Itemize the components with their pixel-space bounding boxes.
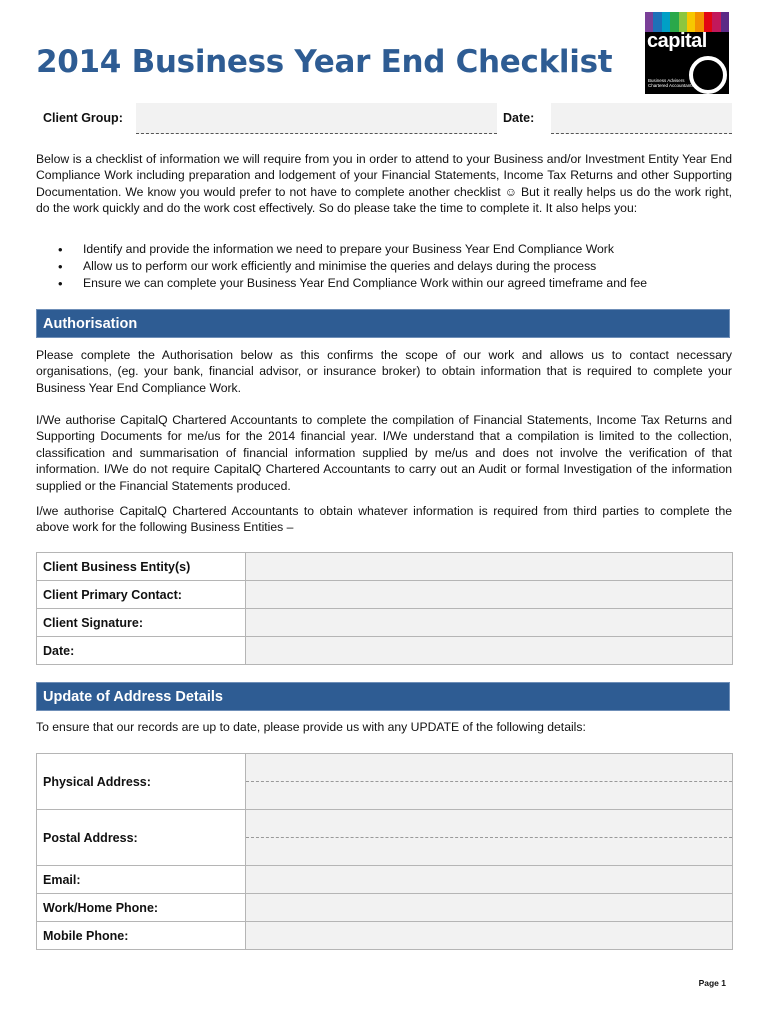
table-row bbox=[37, 609, 733, 637]
address-table bbox=[36, 753, 733, 950]
physical-address-label: Physical Address: bbox=[37, 754, 246, 810]
address-intro: To ensure that our records are up to date, please provide us with any UPDATE of the following details: bbox=[36, 720, 586, 734]
intro-paragraph: Below is a checklist of information we will require from you in order to attend to your Business and/or Investment Entity Year End Compliance Work including preparation and lodgement of your Financial Statements, Income Tax Returns and other Supporting Documentation. We know you would prefer to not have to complete another checklist ☺ But it really helps us do the work right, do the work quickly and do the work cost effectively. So do please take the time to complete it. It also helps you: bbox=[36, 152, 732, 216]
postal-address-line-2[interactable] bbox=[246, 838, 732, 865]
primary-contact-input[interactable] bbox=[246, 581, 733, 609]
table-row bbox=[37, 866, 733, 894]
authorisation-table bbox=[36, 552, 733, 665]
logo-stripe bbox=[704, 12, 712, 32]
logo-stripe bbox=[662, 12, 670, 32]
table-row bbox=[37, 810, 733, 866]
client-signature-label: Client Signature: bbox=[37, 609, 246, 637]
table-row bbox=[37, 553, 733, 581]
authorisation-para-2: I/We authorise CapitalQ Chartered Accountants to complete the compilation of Financial Statements, Income Tax Returns and Supporting Documents for me/us for the 2014 financial year. I/We understand that a compilation is limited to the collection, classification and summarisation of financial information supplied by me/us and does not involve the verification of that information. I/We do not require CapitalQ Chartered Accountants to carry out an Audit or formal Investigation of the information supplied or the Financial Statements produced. bbox=[36, 413, 732, 493]
address-heading: Update of Address Details bbox=[36, 682, 730, 711]
business-entity-input[interactable] bbox=[246, 553, 733, 581]
auth-date-label: Date: bbox=[37, 637, 246, 665]
client-group-label: Client Group: bbox=[43, 111, 123, 125]
primary-contact-label: Client Primary Contact: bbox=[37, 581, 246, 609]
authorisation-heading: Authorisation bbox=[36, 309, 730, 338]
authorisation-para-1: Please complete the Authorisation below as this confirms the scope of our work and allows us to contact necessary organisations, (eg. your bank, financial advisor, or insurance broker) to obtain information that is required to complete your Business Year End Compliance Work. bbox=[36, 348, 732, 395]
capitalq-logo bbox=[645, 12, 729, 94]
email-input[interactable] bbox=[246, 866, 733, 894]
page-number: Page 1 bbox=[698, 978, 726, 988]
logo-stripe bbox=[721, 12, 729, 32]
physical-address-line-2[interactable] bbox=[246, 782, 732, 809]
list-item: • Identify and provide the information we need to prepare your Business Year End Compliance Work bbox=[36, 241, 736, 258]
table-row bbox=[37, 894, 733, 922]
email-label: Email: bbox=[37, 866, 246, 894]
mobile-phone-input[interactable] bbox=[246, 922, 733, 950]
work-home-phone-input[interactable] bbox=[246, 894, 733, 922]
client-group-input[interactable] bbox=[136, 103, 497, 134]
logo-stripe bbox=[653, 12, 661, 32]
date-label: Date: bbox=[503, 111, 535, 125]
list-item: • Ensure we can complete your Business Year End Compliance Work within our agreed timeframe and fee bbox=[36, 275, 736, 292]
logo-stripe bbox=[695, 12, 703, 32]
logo-brand-text: capital bbox=[647, 30, 707, 52]
table-row bbox=[37, 922, 733, 950]
work-home-phone-label: Work/Home Phone: bbox=[37, 894, 246, 922]
logo-stripes bbox=[645, 12, 729, 32]
logo-q-mark bbox=[689, 56, 727, 94]
date-input[interactable] bbox=[551, 103, 732, 134]
physical-address-input[interactable] bbox=[246, 754, 733, 810]
list-item: • Allow us to perform our work efficiently and minimise the queries and delays during the process bbox=[36, 258, 736, 275]
table-row bbox=[37, 637, 733, 665]
client-signature-input[interactable] bbox=[246, 609, 733, 637]
postal-address-input[interactable] bbox=[246, 810, 733, 866]
logo-stripe bbox=[670, 12, 678, 32]
authorisation-para-3: I/we authorise CapitalQ Chartered Accountants to obtain whatever information is required from third parties to complete the above work for the following Business Entities – bbox=[36, 504, 732, 535]
physical-address-line-1[interactable] bbox=[246, 755, 732, 782]
logo-stripe bbox=[712, 12, 720, 32]
mobile-phone-label: Mobile Phone: bbox=[37, 922, 246, 950]
postal-address-label: Postal Address: bbox=[37, 810, 246, 866]
page-title: 2014 Business Year End Checklist bbox=[36, 44, 613, 80]
logo-stripe bbox=[679, 12, 687, 32]
logo-stripe bbox=[687, 12, 695, 32]
logo-stripe bbox=[645, 12, 653, 32]
business-entity-label: Client Business Entity(s) bbox=[37, 553, 246, 581]
postal-address-line-1[interactable] bbox=[246, 811, 732, 838]
logo-tagline: Business Advisers Chartered Accountants bbox=[648, 78, 694, 88]
intro-bullet-list bbox=[36, 241, 736, 292]
table-row bbox=[37, 754, 733, 810]
table-row bbox=[37, 581, 733, 609]
auth-date-input[interactable] bbox=[246, 637, 733, 665]
